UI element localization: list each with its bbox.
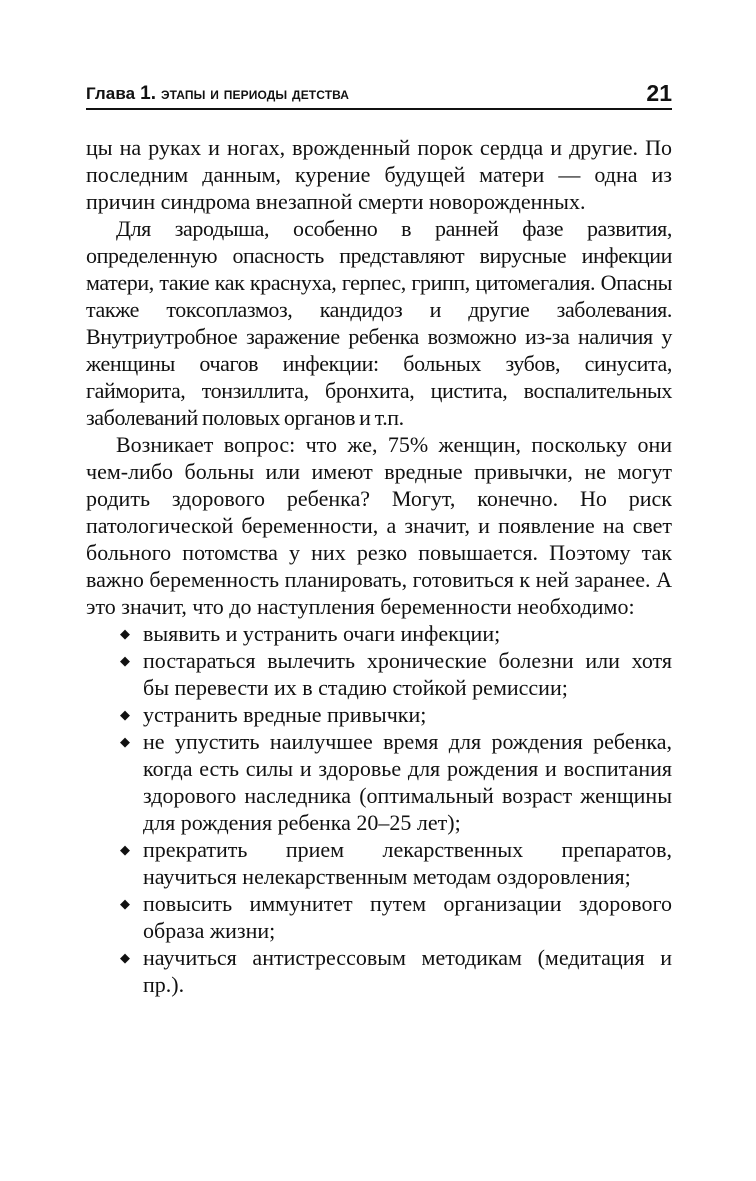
list-item-text: не упустить наилучшее время для рождения ребенка, когда есть силы и здоровье для рождения и воспитания здорового наследника (оптимальный возраст женщины для рождения ребенка 20–25 лет); — [143, 729, 672, 835]
chapter-number: 1. — [140, 83, 157, 104]
paragraph: Для зародыша, особенно в ранней фазе развития, определенную опасность представляют вирусные инфекции матери, такие как краснуха, герпес, грипп, цитомегалия. Опасны также токсоплазмоз, кандидоз и другие заболевания. Внутриутробное заражение ребенка возможно из-за наличия у женщины очагов инфекции: больных зубов, синусита, гайморита, тонзиллита, бронхита, цистита, воспалительных заболеваний половых органов и т.п. — [86, 216, 672, 430]
list-item — [86, 944, 672, 998]
chapter-heading — [86, 83, 349, 108]
running-header — [86, 78, 672, 110]
paragraph: цы на руках и ногах, врожденный порок сердца и другие. По последним данным, курение будущей матери — одна из причин синдрома внезапной смерти новорожденных. — [86, 135, 672, 214]
diamond-bullet-icon: ◆ — [120, 707, 130, 722]
list-item — [86, 890, 672, 944]
chapter-label: Глава — [86, 84, 136, 103]
paragraph: Возникает вопрос: что же, 75% женщин, поскольку они чем-либо больны или имеют вредные привычки, не могут родить здорового ребенка? Могут, конечно. Но риск патологической беременности, а значит, и появление на свет больного потомства у них резко повышается. Поэтому так важно беременность планировать, готовиться к ней заранее. А это значит, что до наступления беременности необходимо: — [86, 432, 672, 619]
diamond-bullet-icon: ◆ — [120, 626, 130, 641]
list-item-text: повысить иммунитет путем организации здорового образа жизни; — [143, 891, 672, 943]
page-number: 21 — [646, 80, 672, 106]
list-item — [86, 728, 672, 836]
bullet-list — [86, 620, 672, 998]
diamond-bullet-icon: ◆ — [120, 653, 130, 668]
list-item — [86, 701, 672, 728]
diamond-bullet-icon: ◆ — [120, 896, 130, 911]
page-body — [86, 134, 672, 998]
list-item-text: прекратить прием лекарственных препаратов, научиться нелекарственным методам оздоровления; — [143, 837, 672, 889]
diamond-bullet-icon: ◆ — [120, 842, 130, 857]
diamond-bullet-icon: ◆ — [120, 734, 130, 749]
list-item-text: научиться антистрессовым методикам (медитация и пр.). — [143, 945, 672, 997]
list-item — [86, 620, 672, 647]
list-item — [86, 647, 672, 701]
diamond-bullet-icon: ◆ — [120, 950, 130, 965]
list-item-text: выявить и устранить очаги инфекции; — [143, 621, 501, 646]
list-item-text: устранить вредные привычки; — [143, 702, 427, 727]
list-item — [86, 836, 672, 890]
list-item-text: постараться вылечить хронические болезни или хотя бы перевести их в стадию стойкой ремиссии; — [143, 648, 672, 700]
chapter-title: этапы и периоды детства — [160, 84, 350, 103]
